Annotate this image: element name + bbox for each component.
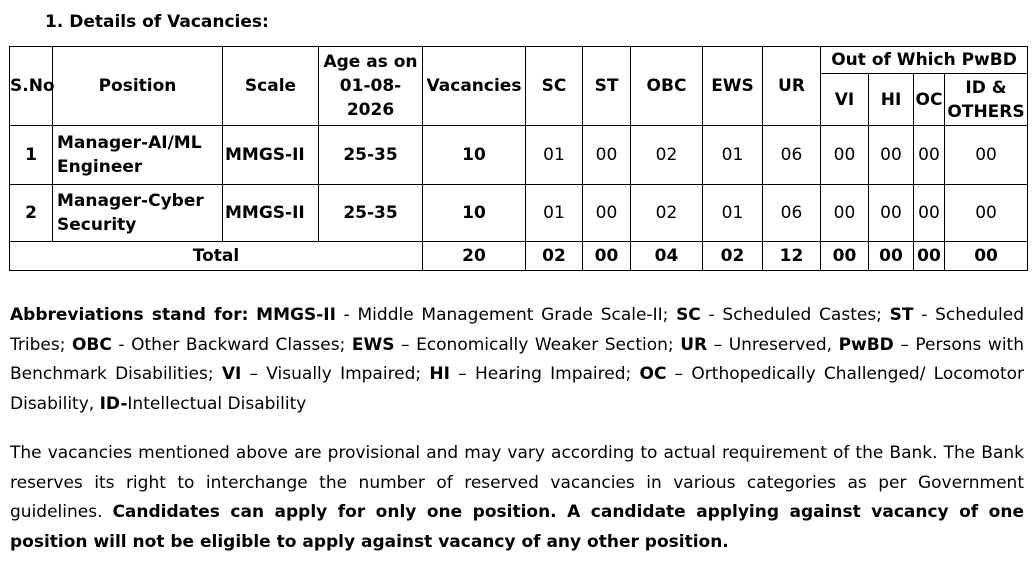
note-bold-text: Candidates can apply for only one position. A candidate applying against vacancy of one position will not be eligible to apply against vacancy of any other position.: [10, 502, 1024, 552]
cell-id: 00: [945, 126, 1028, 185]
abbreviation-term: UR: [680, 334, 708, 355]
total-label: Total: [10, 242, 423, 271]
abbreviation-definition: – Economically Weaker Section;: [394, 334, 681, 355]
cell-id: 00: [945, 185, 1028, 242]
total-row: [10, 242, 1028, 271]
cell-ur: 06: [763, 126, 821, 185]
cell-position-line1: Manager-Cyber: [57, 191, 204, 211]
cell-sno: 1: [10, 126, 53, 185]
table-row: [10, 185, 1028, 242]
table-row: [10, 126, 1028, 185]
abbreviation-definition: - Scheduled Castes;: [700, 305, 890, 325]
abbreviation-definition: – Persons with Benchmark Disabilities;: [10, 334, 1024, 384]
note-text: The vacancies mentioned above are provisional and may vary according to actual requirement of the Bank. The Bank reserves its right to interchange the number of reserved vacancies in various categories as per Government guidelines.: [10, 443, 1024, 522]
cell-obc: 02: [631, 126, 703, 185]
header-row-1: [10, 47, 1028, 74]
cell-st: 00: [583, 185, 631, 242]
abbreviation-term: HI: [429, 364, 450, 384]
abbreviation-term: ST: [889, 305, 914, 325]
cell-vacancies: 10: [423, 185, 526, 242]
cell-position-line2: Engineer: [57, 157, 143, 177]
cell-ur: 06: [763, 185, 821, 242]
abbreviation-definition: – Orthopedically Challenged/ Locomotor Disability,: [10, 364, 1025, 414]
cell-sno: 2: [10, 185, 53, 242]
abbreviation-term: VI: [221, 364, 242, 384]
header-ews: EWS: [703, 47, 763, 126]
cell-position: [53, 126, 223, 185]
cell-sc: 01: [526, 185, 583, 242]
total-obc: 04: [631, 242, 703, 271]
cell-oc: 00: [914, 185, 945, 242]
abbreviations-paragraph: [10, 301, 1024, 419]
cell-vi: 00: [821, 126, 869, 185]
cell-scale: MMGS-II: [223, 185, 319, 242]
cell-oc: 00: [914, 126, 945, 185]
header-obc: OBC: [631, 47, 703, 126]
cell-obc: 02: [631, 185, 703, 242]
header-pwbd-group: Out of Which PwBD: [821, 47, 1028, 74]
abbreviation-term: MMGS-II: [256, 305, 336, 325]
cell-position-line2: Security: [57, 215, 137, 235]
total-oc: 00: [914, 242, 945, 271]
header-age-line2: 01-08-2026: [339, 76, 402, 120]
total-id: 00: [945, 242, 1028, 271]
cell-position-line1: Manager-AI/ML: [57, 133, 202, 153]
header-hi: HI: [869, 74, 914, 126]
cell-st: 00: [583, 126, 631, 185]
total-ur: 12: [763, 242, 821, 271]
abbreviation-term: OC: [639, 364, 667, 384]
total-vacancies: 20: [423, 242, 526, 271]
section-heading: 1. Details of Vacancies:: [45, 12, 269, 32]
abbreviation-term: PwBD: [838, 334, 894, 355]
cell-hi: 00: [869, 126, 914, 185]
cell-sc: 01: [526, 126, 583, 185]
cell-age: 25-35: [319, 126, 423, 185]
header-vi: VI: [821, 74, 869, 126]
vacancy-table: [9, 46, 1028, 271]
cell-ews: 01: [703, 126, 763, 185]
abbreviation-definition: – Hearing Impaired;: [449, 364, 640, 384]
header-st: ST: [583, 47, 631, 126]
header-age: [319, 47, 423, 126]
cell-position: [53, 185, 223, 242]
cell-hi: 00: [869, 185, 914, 242]
note-paragraph: [10, 439, 1024, 557]
abbreviation-definition: - Other Backward Classes;: [111, 334, 352, 355]
header-oc: OC: [914, 74, 945, 126]
total-st: 00: [583, 242, 631, 271]
abbreviation-definition: Intellectual Disability: [127, 393, 307, 414]
total-hi: 00: [869, 242, 914, 271]
header-scale: Scale: [223, 47, 319, 126]
header-sc: SC: [526, 47, 583, 126]
header-age-line1: Age as on: [323, 52, 418, 72]
total-sc: 02: [526, 242, 583, 271]
abbreviation-definition: – Unreserved,: [707, 334, 839, 355]
header-position: Position: [53, 47, 223, 126]
cell-vi: 00: [821, 185, 869, 242]
abbreviation-term: ID-: [99, 393, 128, 414]
header-id-line1: ID &: [965, 77, 1007, 98]
abbreviation-definition: – Visually Impaired;: [241, 364, 430, 384]
cell-age: 25-35: [319, 185, 423, 242]
total-ews: 02: [703, 242, 763, 271]
header-id: [945, 74, 1028, 126]
abbreviation-term: OBC: [71, 334, 112, 355]
abbreviation-term: EWS: [351, 334, 395, 355]
cell-vacancies: 10: [423, 126, 526, 185]
header-sno: S.No: [10, 47, 53, 126]
abbreviation-definition: - Scheduled Tribes;: [10, 305, 1025, 355]
header-ur: UR: [763, 47, 821, 126]
cell-scale: MMGS-II: [223, 126, 319, 185]
header-vacancies: Vacancies: [423, 47, 526, 126]
abbreviations-intro: Abbreviations stand for:: [10, 305, 249, 325]
total-vi: 00: [821, 242, 869, 271]
abbreviation-term: SC: [676, 305, 701, 325]
cell-ews: 01: [703, 185, 763, 242]
header-id-line2: OTHERS: [947, 101, 1025, 122]
abbreviation-definition: - Middle Management Grade Scale-II;: [335, 305, 677, 325]
